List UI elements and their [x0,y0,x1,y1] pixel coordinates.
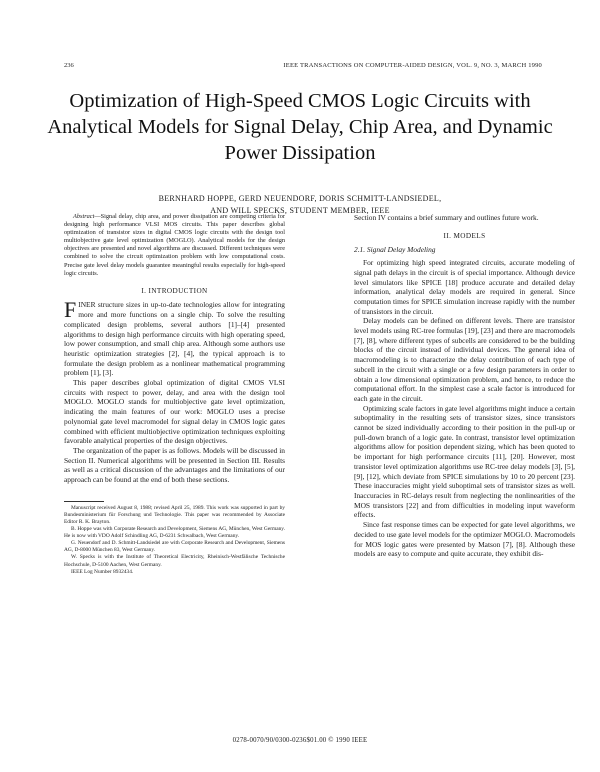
paper-title: Optimization of High-Speed CMOS Logic Circuits with Analytical Models for Signal Delay, Chip Area, and Dynamic Power Dissipation [47,90,553,164]
models-paragraph-3: Optimizing scale factors in gate level algorithms might induce a certain suboptimality in the resulting sets of transistor sizes, since transistors cannot be sized individually according to their position in the pull-up or pull-down branch of a logic gate. In contrast, transistor level optimization algorithms allow for position dependent sizing, which has been quoted to be important for high performance circuits [11], [20]. However, most transistor level optimization algorithms use RC-tree delay models [3], [5], [9], [12], which deviate from SPICE simulations by 10 to 20 percent [23]. These inaccuracies might yield suboptimal sets of transistor sizes as well. Inaccuracies in RC-delays result from neglecting the nonlinearities of the MOS transistors [22] and from difficulties in modeling input waveform effects. [354,403,575,520]
footnotes [64,505,285,576]
models-paragraph-4: Since fast response times can be expected for gate level algorithms, we decided to use gate level models for the optimizer MOGLO. Macromodels for MOS logic gates were presented by Matson [7], [8]. Although these models are easy to compute and quite accurate, they exhibit dis- [354,520,575,559]
subsection-heading-delay: 2.1. Signal Delay Modeling [354,245,436,255]
page-header [64,62,542,74]
intro-paragraph-1 [64,297,285,378]
intro-paragraph-3: The organization of the paper is as follows. Models will be discussed in Section II. Numerical algorithms will be presented in Section III. Results as well as a critical discussion of the advantages and the limitations of our approach can be found at the end of both these sections. [64,446,285,485]
models-paragraph-1: For optimizing high speed integrated circuits, accurate modeling of signal path delays in the circuit is of special importance. Although device level simulators like SPICE [18] produce accurate and detailed delay information, analytical delay models are required in general. Since computation times for SPICE simulation increase rapidly with the number of transistors in the circuit. [354,258,575,316]
copyright-line: 0278-0070/90/0300-0236$01.00 © 1990 IEEE [232,737,368,744]
intro-paragraph-1-text: INER structure sizes in up-to-date technologies allow for integrating more and more functions on a single chip. To solve the resulting complicated design problems, several authors [1]–[4] presented algorithms to design high performance circuits with high operating speed, low power consumption, and small chip area. Although some authors use heuristic optimization strategies [2], [4], the typical approach is to formulate the design problem as a nonlinear mathematical programming problem [1], [3]. [64,300,285,378]
left-column [64,213,285,576]
abstract [64,213,285,278]
section-heading-models: II. MODELS [443,231,486,240]
section-heading-introduction: I. INTRODUCTION [141,286,208,295]
footnote: Manuscript received August 8, 1988; revised April 25, 1989. This work was supported in part by Bundesministerium für Forschung und Technologie. This paper was recommended by Associate Editor R. K. Brayton. [64,504,285,525]
footnote-divider [64,501,104,502]
authors-line-2: AND WILL SPECKS, STUDENT MEMBER, IEEE [210,206,390,215]
authors-line-1: BERNHARD HOPPE, GERD NEUENDORF, DORIS SCHMITT-LANDSIEDEL, [158,194,442,203]
right-column [354,213,575,559]
running-head: IEEE TRANSACTIONS ON COMPUTER-AIDED DESIGN, VOL. 9, NO. 3, MARCH 1990 [283,62,542,69]
models-paragraph-2: Delay models can be defined on different levels. There are transistor level models using RC-tree formulas [19], [23] and there are macromodels [7], [8], where different types of subcells are considered to be the building blocks of the circuit instead of individual devices. The general idea of macromodeling is to characterize the delay contribution of each type of subcell in the circuit with a single or a few design parameters in order to obtain a low dimensional optimization problem, and hence, to reduce the computational effort. In the simplest case a scale factor is introduced for each gate in the circuit. [354,316,575,403]
footnote: G. Neuendorf and D. Schmitt-Landsiedel are with Corporate Research and Development, Siemens AG, D-8000 München 83, West Germany. [64,540,285,554]
page-number: 236 [64,62,74,69]
intro-paragraph-2: This paper describes global optimization of digital CMOS VLSI circuits with respect to power, delay, and area with the design tool MOGLO. MOGLO stands for multiobjective gate level optimization, indicating the main features of our work: MOGLO uses a precise polynomial gate level macromodel for signal delay in CMOS logic gates combined with efficient multiobjective optimization techniques exploiting favorable analytical properties of the design objectives. [64,378,285,446]
intro-continuation: Section IV contains a brief summary and outlines future work. [354,213,539,222]
footnote: B. Hoppe was with Corporate Research and Development, Siemens AG, München, West Germany. He is now with VDO Adolf Schindling AG, D-6231 Schwalbach, West Germany. [64,526,285,540]
footnote: W. Specks is with the Institute of Theoretical Electricity, Rheinisch-Westfälische Technische Hochschule, D-5100 Aachen, West Germany. [64,554,285,568]
drop-cap: F [64,297,77,323]
abstract-text: —Signal delay, chip area, and power dissipation are competing criteria for designing high performance VLSI MOS circuits. This paper describes global optimization of transistor sizes in digital CMOS logic circuits with the design tool multiobjective gate level optimization (MOGLO). Analytical models for the design objectives are presented and novel algorithms are discussed. Different techniques were combined to solve the circuit optimization problem with low computational costs. Precise gate level delay models guarantee meaningful results especially for high-speed logic circuits. [64,213,285,277]
abstract-label: Abstract [73,213,95,220]
footnote: IEEE Log Number 8932434. [71,568,134,575]
